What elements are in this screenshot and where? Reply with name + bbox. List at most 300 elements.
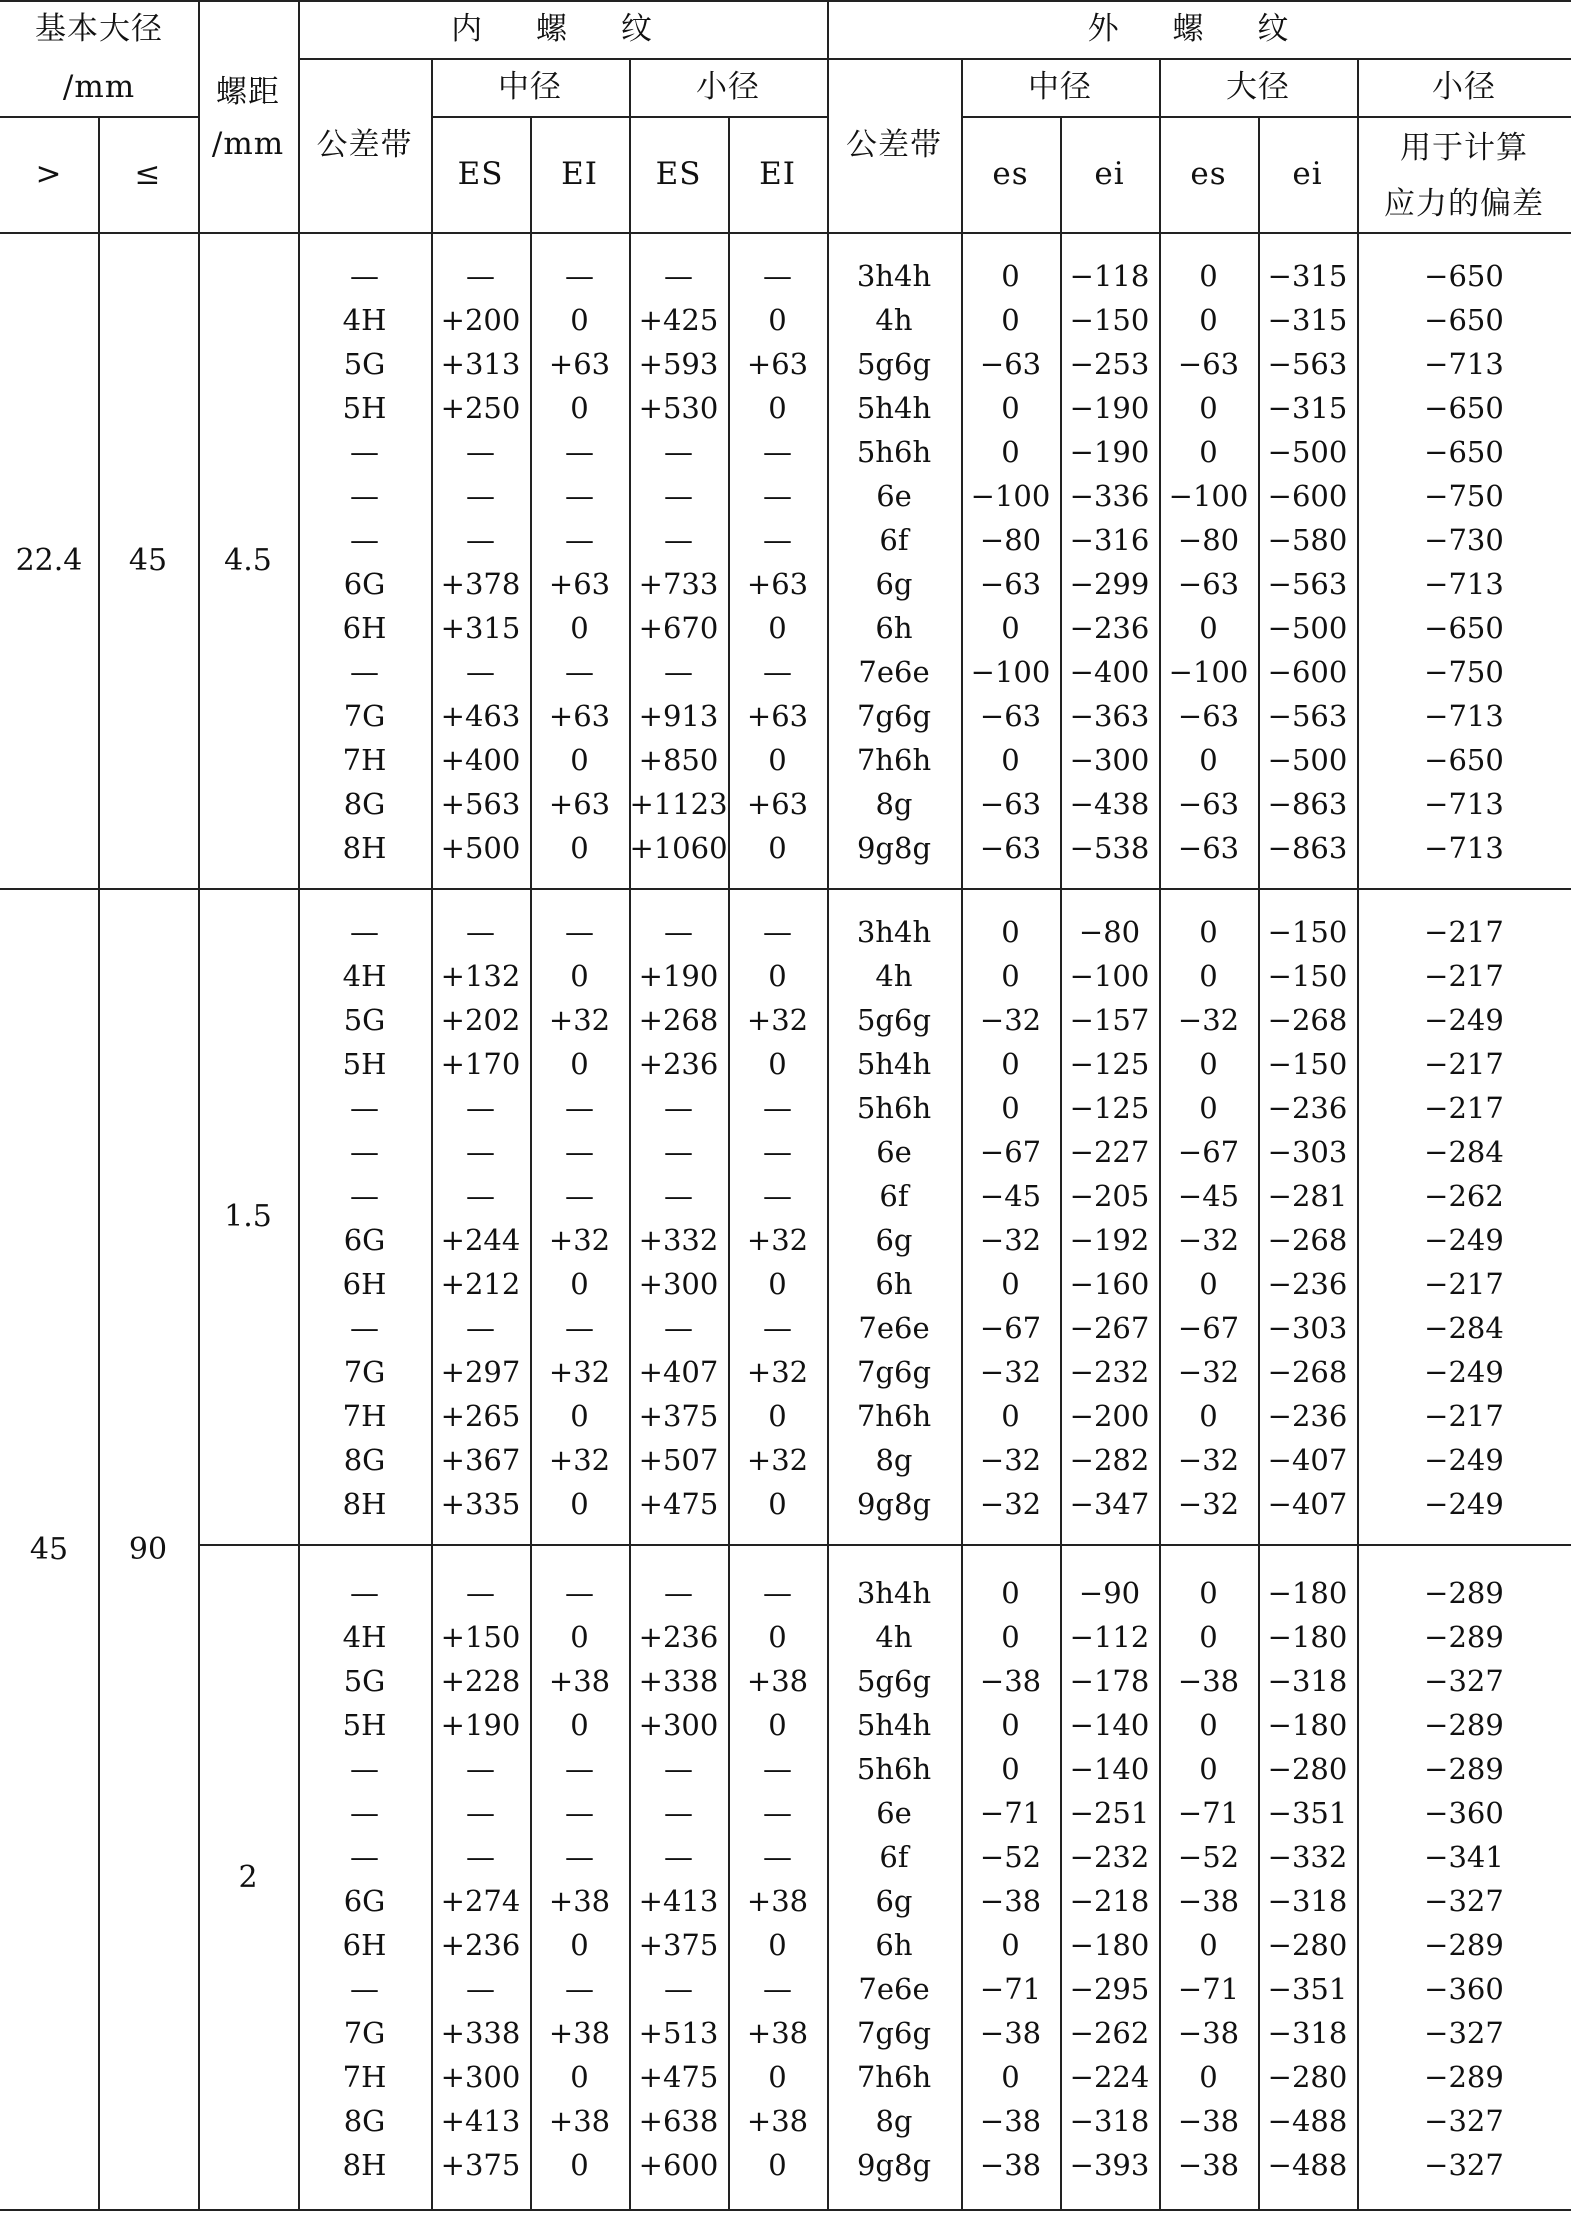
table-cell: +315: [440, 611, 521, 645]
table-cell: 0: [768, 2148, 787, 2182]
table-cell: 0: [1001, 1620, 1020, 1654]
table-cell: 7e6e: [858, 655, 930, 689]
table-cell: +32: [548, 1443, 611, 1477]
column-pitch-ei-internal: [530, 254, 629, 870]
table-cell: 7G: [343, 2016, 386, 2050]
table-cell: 0: [1199, 915, 1218, 949]
table-cell: 6g: [875, 1223, 913, 1257]
header-es-pitch-internal: ES: [457, 156, 504, 192]
column-tolerance-zone-internal: [298, 910, 431, 1526]
table-cell: —: [763, 1840, 792, 1874]
table-cell: +63: [548, 567, 611, 601]
table-cell: 5H: [342, 391, 387, 425]
table-cell: 8G: [343, 2104, 386, 2138]
table-cell: +236: [638, 1047, 719, 1081]
table-cell: −267: [1069, 1311, 1150, 1345]
table-cell: 6f: [879, 1179, 909, 1213]
table-cell: +407: [638, 1355, 719, 1389]
column-pitch-es-internal: [431, 910, 530, 1526]
table-cell: 0: [768, 391, 787, 425]
table-cell: 6h: [875, 1267, 913, 1301]
table-cell: +63: [746, 787, 809, 821]
table-cell: —: [466, 1179, 495, 1213]
table-cell: −192: [1069, 1223, 1150, 1257]
table-cell: −488: [1267, 2148, 1348, 2182]
table-cell: —: [664, 1796, 693, 1830]
table-cell: −249: [1424, 1003, 1504, 1037]
table-cell: −438: [1069, 787, 1150, 821]
header-pitch: 螺距: [216, 74, 280, 110]
table-cell: +638: [638, 2104, 719, 2138]
table-cell: +300: [638, 1708, 719, 1742]
table-cell: −200: [1069, 1399, 1150, 1433]
header-ei-major-external: ei: [1292, 156, 1323, 192]
table-cell: +593: [638, 347, 719, 381]
table-cell: 3h4h: [856, 259, 932, 293]
table-cell: −180: [1267, 1620, 1348, 1654]
table-cell: −863: [1267, 787, 1348, 821]
table-cell: —: [763, 1796, 792, 1830]
table-cell: 0: [768, 1399, 787, 1433]
rule-bottom: [0, 2209, 1571, 2211]
table-cell: +367: [440, 1443, 521, 1477]
group-1-diameter-gt: 22.4: [15, 543, 83, 578]
header-pitch-diameter-external: 中径: [1028, 69, 1092, 105]
table-cell: +228: [440, 1664, 521, 1698]
table-cell: +63: [548, 699, 611, 733]
table-cell: +1060: [629, 831, 728, 865]
table-cell: 0: [1001, 1576, 1020, 1610]
table-cell: —: [466, 1311, 495, 1345]
table-cell: −318: [1267, 2016, 1348, 2050]
table-cell: —: [565, 1972, 594, 2006]
column-pitch-ei-internal: [530, 910, 629, 1526]
table-cell: +913: [638, 699, 719, 733]
table-cell: −38: [979, 1664, 1042, 1698]
table-cell: −32: [1177, 1487, 1240, 1521]
column-minor-ei-internal: [728, 1571, 827, 2187]
table-cell: —: [350, 1091, 379, 1125]
table-cell: 6h: [875, 1928, 913, 1962]
table-cell: −327: [1424, 2148, 1504, 2182]
table-cell: −580: [1267, 523, 1348, 557]
column-tolerance-zone-internal: [298, 254, 431, 870]
table-cell: −190: [1069, 391, 1150, 425]
table-cell: 5G: [343, 347, 386, 381]
table-cell: —: [466, 1135, 495, 1169]
table-cell: −500: [1267, 435, 1348, 469]
table-cell: −236: [1267, 1091, 1348, 1125]
column-minor-es-internal: [629, 910, 728, 1526]
table-cell: −650: [1424, 391, 1504, 425]
table-cell: 0: [1199, 1399, 1218, 1433]
table-cell: —: [350, 655, 379, 689]
table-cell: −315: [1267, 303, 1348, 337]
table-cell: −327: [1424, 1664, 1504, 1698]
table-cell: 0: [1001, 1091, 1020, 1125]
table-cell: —: [565, 479, 594, 513]
table-cell: +475: [638, 1487, 719, 1521]
table-cell: −150: [1069, 303, 1150, 337]
table-cell: 3h4h: [856, 915, 932, 949]
table-cell: 7g6g: [856, 699, 932, 733]
table-cell: 6G: [343, 1884, 386, 1918]
table-cell: +375: [638, 1928, 719, 1962]
table-cell: +733: [638, 567, 719, 601]
table-cell: −251: [1069, 1796, 1150, 1830]
table-cell: −227: [1069, 1135, 1150, 1169]
table-cell: −71: [979, 1972, 1042, 2006]
table-cell: +63: [548, 787, 611, 821]
table-cell: —: [466, 435, 495, 469]
table-cell: +190: [440, 1708, 521, 1742]
table-cell: +63: [746, 347, 809, 381]
group-2-pitch-1: 1.5: [224, 1199, 272, 1234]
table-cell: −160: [1069, 1267, 1150, 1301]
table-cell: 4H: [342, 303, 387, 337]
table-cell: —: [763, 435, 792, 469]
table-cell: —: [763, 1972, 792, 2006]
column-minor-ei-internal: [728, 910, 827, 1526]
table-cell: 6H: [342, 611, 387, 645]
table-cell: +190: [638, 959, 719, 993]
table-cell: −563: [1267, 699, 1348, 733]
table-cell: −100: [970, 479, 1051, 513]
table-cell: −63: [1177, 787, 1240, 821]
table-cell: 7h6h: [856, 743, 932, 777]
table-cell: −280: [1267, 1928, 1348, 1962]
table-cell: 0: [768, 1928, 787, 1962]
table-cell: +32: [746, 1443, 809, 1477]
table-cell: −236: [1267, 1267, 1348, 1301]
table-cell: 0: [570, 1267, 589, 1301]
table-cell: 0: [570, 1399, 589, 1433]
group-1-diameter-le: 45: [128, 543, 168, 578]
table-cell: −100: [1168, 655, 1249, 689]
table-cell: −205: [1069, 1179, 1150, 1213]
table-cell: 0: [1001, 435, 1020, 469]
table-cell: 0: [768, 2060, 787, 2094]
table-cell: −327: [1424, 2104, 1504, 2138]
table-cell: 0: [1199, 1047, 1218, 1081]
table-cell: 5h4h: [856, 1047, 932, 1081]
table-cell: 0: [1199, 1267, 1218, 1301]
table-cell: −360: [1424, 1796, 1504, 1830]
table-cell: −150: [1267, 959, 1348, 993]
table-cell: 0: [570, 391, 589, 425]
table-cell: −750: [1424, 655, 1504, 689]
column-pitch-es-internal: [431, 1571, 530, 2187]
table-cell: 7H: [342, 743, 387, 777]
table-cell: −38: [979, 2016, 1042, 2050]
table-cell: 0: [570, 1928, 589, 1962]
table-cell: −63: [979, 831, 1042, 865]
table-cell: 5h6h: [856, 435, 932, 469]
table-cell: −38: [979, 2104, 1042, 2138]
table-cell: −289: [1424, 1708, 1504, 1742]
table-cell: +132: [440, 959, 521, 993]
header-minor-diameter-external: 小径: [1432, 69, 1496, 105]
table-cell: —: [763, 1576, 792, 1610]
table-cell: 0: [1001, 259, 1020, 293]
column-pitch-ei-external: [1060, 910, 1159, 1526]
table-cell: −67: [1177, 1311, 1240, 1345]
table-cell: −750: [1424, 479, 1504, 513]
table-cell: −150: [1267, 915, 1348, 949]
table-cell: +38: [548, 2016, 611, 2050]
table-cell: 0: [570, 2148, 589, 2182]
table-cell: −180: [1069, 1928, 1150, 1962]
table-cell: −67: [979, 1311, 1042, 1345]
table-cell: −52: [979, 1840, 1042, 1874]
table-cell: +475: [638, 2060, 719, 2094]
table-cell: −217: [1424, 1267, 1504, 1301]
table-cell: −217: [1424, 915, 1504, 949]
table-cell: −538: [1069, 831, 1150, 865]
column-minor-ei-internal: [728, 254, 827, 870]
table-cell: 0: [570, 831, 589, 865]
table-cell: —: [565, 1752, 594, 1786]
table-cell: +297: [440, 1355, 521, 1389]
table-cell: —: [664, 1091, 693, 1125]
table-cell: −67: [1177, 1135, 1240, 1169]
table-cell: 7e6e: [858, 1311, 930, 1345]
table-cell: —: [350, 1752, 379, 1786]
table-cell: +850: [638, 743, 719, 777]
table-cell: −295: [1069, 1972, 1150, 2006]
table-cell: 6G: [343, 1223, 386, 1257]
table-cell: −80: [1177, 523, 1240, 557]
header-basic-diameter-unit: /mm: [62, 69, 136, 105]
table-cell: +507: [638, 1443, 719, 1477]
table-cell: —: [664, 655, 693, 689]
table-cell: +202: [440, 1003, 521, 1037]
table-cell: 0: [768, 1267, 787, 1301]
table-cell: +413: [638, 1884, 719, 1918]
table-cell: −400: [1069, 655, 1150, 689]
table-cell: 0: [1001, 611, 1020, 645]
table-cell: −303: [1267, 1135, 1348, 1169]
table-cell: −63: [1177, 567, 1240, 601]
table-cell: +250: [440, 391, 521, 425]
table-cell: 6e: [876, 479, 912, 513]
table-cell: 0: [1199, 259, 1218, 293]
table-cell: −63: [979, 567, 1042, 601]
table-cell: −38: [1177, 2148, 1240, 2182]
table-cell: 0: [768, 743, 787, 777]
table-cell: −80: [1078, 915, 1141, 949]
table-cell: 0: [570, 2060, 589, 2094]
table-cell: +63: [746, 699, 809, 733]
table-cell: −650: [1424, 435, 1504, 469]
table-cell: 8g: [875, 787, 913, 821]
table-cell: 0: [1199, 1928, 1218, 1962]
table-cell: —: [350, 915, 379, 949]
table-cell: —: [466, 1840, 495, 1874]
table-cell: 7G: [343, 699, 386, 733]
table-cell: −347: [1069, 1487, 1150, 1521]
table-cell: +38: [746, 1884, 809, 1918]
column-tolerance-zone-external: [827, 910, 961, 1526]
header-ei-pitch-internal: EI: [561, 156, 598, 192]
table-cell: —: [565, 1796, 594, 1830]
table-cell: 8H: [342, 2148, 387, 2182]
table-cell: +150: [440, 1620, 521, 1654]
table-cell: −217: [1424, 1047, 1504, 1081]
table-cell: 6G: [343, 567, 386, 601]
table-cell: +335: [440, 1487, 521, 1521]
table-cell: 7H: [342, 2060, 387, 2094]
table-cell: −407: [1267, 1487, 1348, 1521]
table-cell: —: [565, 1179, 594, 1213]
table-cell: −180: [1267, 1576, 1348, 1610]
table-cell: −351: [1267, 1796, 1348, 1830]
table-cell: −713: [1424, 699, 1504, 733]
table-cell: +1123: [629, 787, 728, 821]
table-cell: −289: [1424, 1928, 1504, 1962]
table-cell: −863: [1267, 831, 1348, 865]
column-minor-stress-deviation: [1357, 1571, 1571, 2187]
table-cell: 0: [1001, 391, 1020, 425]
table-cell: −253: [1069, 347, 1150, 381]
table-cell: −262: [1424, 1179, 1504, 1213]
table-cell: 0: [1001, 959, 1020, 993]
table-cell: −118: [1069, 259, 1150, 293]
header-es-minor-internal: ES: [655, 156, 702, 192]
table-cell: +463: [440, 699, 521, 733]
table-cell: —: [664, 1311, 693, 1345]
table-cell: −71: [1177, 1796, 1240, 1830]
table-cell: −650: [1424, 611, 1504, 645]
table-cell: 4H: [342, 1620, 387, 1654]
table-cell: 0: [1199, 611, 1218, 645]
table-cell: —: [763, 915, 792, 949]
table-cell: −218: [1069, 1884, 1150, 1918]
table-cell: +413: [440, 2104, 521, 2138]
column-pitch-es-external: [961, 1571, 1060, 2187]
column-major-ei-external: [1258, 910, 1357, 1526]
table-cell: —: [763, 479, 792, 513]
table-cell: 7G: [343, 1355, 386, 1389]
table-cell: −38: [1177, 1884, 1240, 1918]
table-cell: −713: [1424, 787, 1504, 821]
table-cell: −217: [1424, 1399, 1504, 1433]
table-cell: —: [664, 259, 693, 293]
table-cell: —: [466, 1972, 495, 2006]
table-cell: −140: [1069, 1752, 1150, 1786]
table-cell: —: [350, 1840, 379, 1874]
table-cell: +332: [638, 1223, 719, 1257]
header-basic-diameter: 基本大径: [35, 11, 163, 47]
table-cell: —: [664, 1972, 693, 2006]
table-cell: —: [664, 1752, 693, 1786]
table-cell: 0: [768, 1708, 787, 1742]
table-cell: −38: [1177, 2104, 1240, 2138]
table-cell: −249: [1424, 1223, 1504, 1257]
column-major-ei-external: [1258, 1571, 1357, 2187]
header-tolerance-zone-external: 公差带: [846, 127, 942, 163]
table-cell: 0: [1199, 743, 1218, 777]
table-cell: 5h4h: [856, 1708, 932, 1742]
table-cell: −363: [1069, 699, 1150, 733]
table-cell: −32: [979, 1487, 1042, 1521]
table-cell: −236: [1267, 1399, 1348, 1433]
table-cell: 6e: [876, 1135, 912, 1169]
table-cell: —: [565, 435, 594, 469]
table-cell: 0: [1199, 1620, 1218, 1654]
table-cell: −303: [1267, 1311, 1348, 1345]
table-cell: —: [466, 479, 495, 513]
table-cell: —: [763, 1179, 792, 1213]
table-cell: 0: [1199, 303, 1218, 337]
table-cell: −100: [1168, 479, 1249, 513]
header-less-equal: ≤: [134, 156, 162, 192]
table-cell: 0: [1199, 1576, 1218, 1610]
table-cell: −32: [979, 1003, 1042, 1037]
table-cell: 3h4h: [856, 1576, 932, 1610]
table-cell: 6f: [879, 523, 909, 557]
table-cell: —: [350, 1179, 379, 1213]
table-cell: 0: [1001, 743, 1020, 777]
table-cell: 6g: [875, 1884, 913, 1918]
table-cell: −500: [1267, 743, 1348, 777]
rule-pitch-divider: [198, 1544, 1571, 1546]
table-cell: 0: [570, 611, 589, 645]
table-cell: 0: [1199, 1708, 1218, 1742]
table-cell: —: [565, 915, 594, 949]
table-cell: 8g: [875, 2104, 913, 2138]
table-cell: −67: [979, 1135, 1042, 1169]
table-cell: +265: [440, 1399, 521, 1433]
table-cell: —: [565, 1135, 594, 1169]
table-cell: 6f: [879, 1840, 909, 1874]
table-cell: +170: [440, 1047, 521, 1081]
table-cell: —: [664, 523, 693, 557]
table-cell: 5g6g: [856, 347, 932, 381]
table-cell: +375: [440, 2148, 521, 2182]
table-cell: +500: [440, 831, 521, 865]
table-cell: +300: [638, 1267, 719, 1301]
table-cell: 5g6g: [856, 1664, 932, 1698]
table-cell: −232: [1069, 1355, 1150, 1389]
table-cell: —: [466, 655, 495, 689]
table-cell: −713: [1424, 347, 1504, 381]
header-ei-pitch-external: ei: [1094, 156, 1125, 192]
table-cell: —: [350, 479, 379, 513]
column-major-ei-external: [1258, 254, 1357, 870]
column-pitch-es-internal: [431, 254, 530, 870]
table-cell: −500: [1267, 611, 1348, 645]
table-cell: −178: [1069, 1664, 1150, 1698]
table-cell: −38: [1177, 2016, 1240, 2050]
table-cell: −100: [1069, 959, 1150, 993]
table-cell: −289: [1424, 1752, 1504, 1786]
column-tolerance-zone-internal: [298, 1571, 431, 2187]
table-cell: —: [664, 1840, 693, 1874]
table-cell: 0: [570, 743, 589, 777]
table-cell: −38: [979, 2148, 1042, 2182]
table-cell: +600: [638, 2148, 719, 2182]
table-cell: +38: [548, 2104, 611, 2138]
table-cell: —: [350, 523, 379, 557]
table-cell: −52: [1177, 1840, 1240, 1874]
table-cell: 5G: [343, 1003, 386, 1037]
header-external-thread: 外 螺 纹: [1087, 11, 1311, 47]
table-cell: +38: [548, 1664, 611, 1698]
header-es-pitch-external: es: [992, 156, 1029, 192]
table-cell: +313: [440, 347, 521, 381]
table-cell: −407: [1267, 1443, 1348, 1477]
